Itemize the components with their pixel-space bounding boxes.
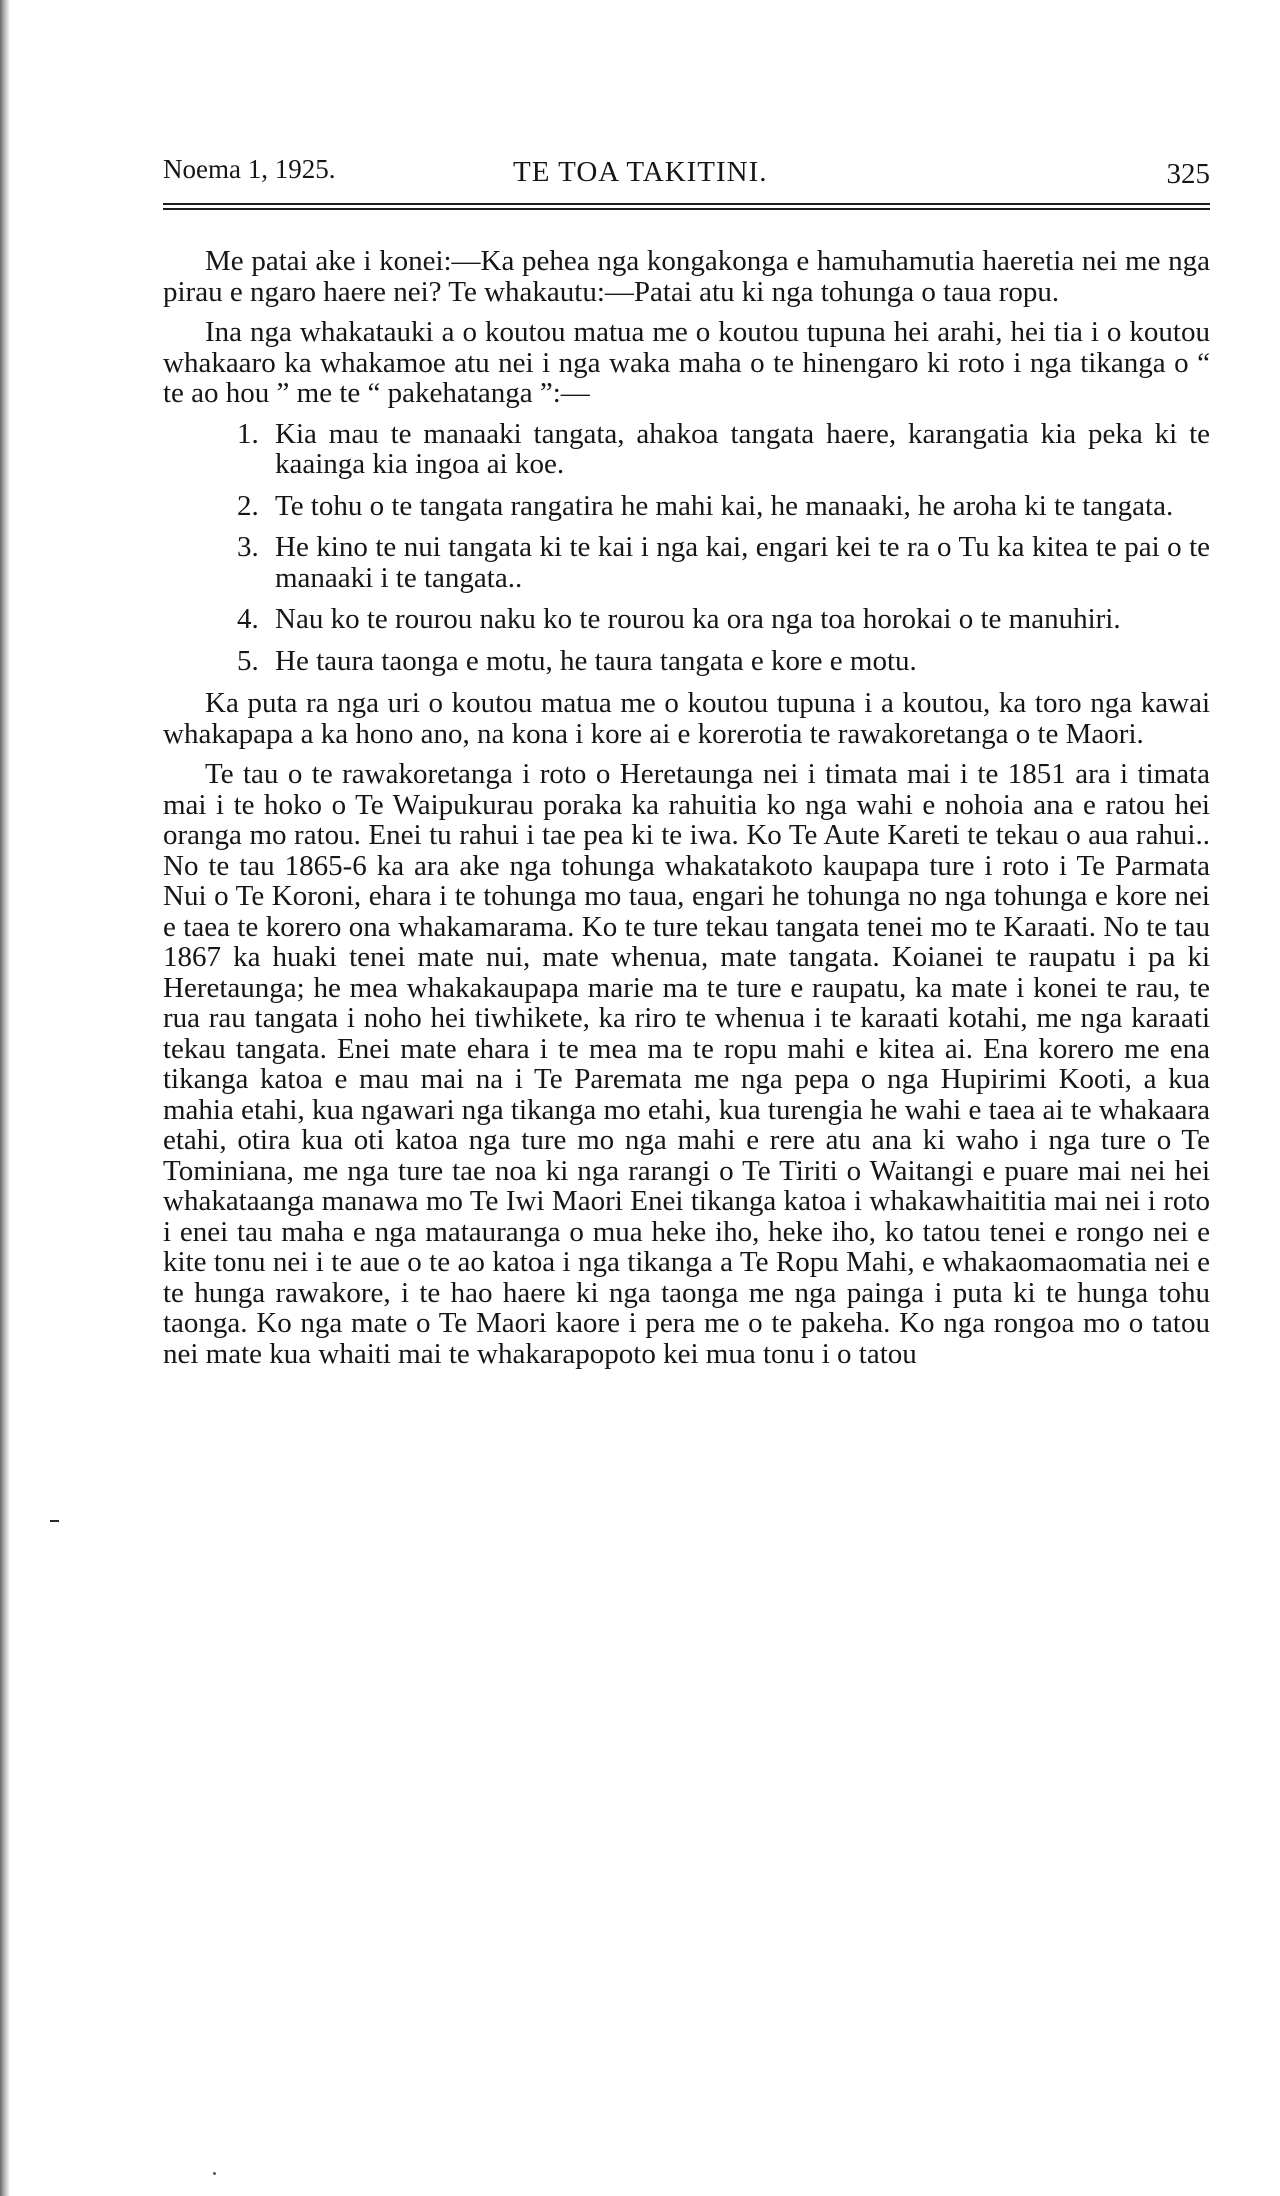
running-head <box>163 148 1210 188</box>
scan-speck <box>213 2172 216 2175</box>
margin-mark <box>50 1520 59 1522</box>
list-item-text: He taura taonga e motu, he taura tangata e kore e motu. <box>275 644 917 677</box>
issue-date: Noema 1, 1925. <box>163 154 336 184</box>
header-rule-upper <box>163 203 1210 205</box>
header-rule-lower <box>163 208 1210 210</box>
list-item-number: 3. <box>237 531 259 563</box>
list-item-number: 2. <box>237 489 259 522</box>
list-item <box>163 646 1210 677</box>
paragraph-proverbs-intro: Ina nga whakatauki a o koutou matua me o koutou tupuna hei arahi, hei tia i o koutou whakaaro ka whakamoe atu nei i nga waka maha o te hinengaro ki roto i nga tikanga o “ te ao hou ” me te “ pakehatanga ”:— <box>163 316 1210 409</box>
list-item-text: He kino te nui tangata ki te kai i nga kai, engari kei te ra o Tu ka kitea te pai o te manaaki i te tangata.. <box>275 531 1210 594</box>
paragraph-poverty-history: Te tau o te rawakoretanga i roto o Heretaunga nei i timata mai i te 1851 ara i timata mai i te hoko o Te Waipukurau poraka ka rahuitia ko nga wahi e nohoia ana e ratou hei oranga mo ratou. Enei tu rahui i tae pea ki te iwa. Ko Te Aute Kareti te tekau o aua rahui.. No te tau 1865-6 ka ara ake nga tohunga whakatakoto kaupapa ture i roto i Te Parmata Nui o Te Koroni, ehara i te tohunga mo taua, engari he tohunga no nga tohunga e kore nei e taea te korero ona whakamarama. Ko te ture tekau tangata tenei mo te Karaati. No te tau 1867 ka huaki tenei mate nui, mate whenua, mate tangata. Koianei te raupatu i pa ki Heretaunga; he mea whakakaupapa marie ma te ture e raupatu, ka mate i konei te rau, te rua rau tangata i noho hei tiwhikete, ka riro te whenua i te karaati kotahi, me nga karaati tekau tangata. Enei mate ehara i te mea ma te ropu mahi e kitea ai. Ena korero me ena tikanga katoa e mau mai na i Te Paremata me nga pepa o nga Hupirimi Kooti, a kua mahia etahi, kua ngawari nga tikanga mo etahi, kua turengia he wahi e taea ai te whakaara etahi, otira kua oti katoa nga ture mo nga mahi e rere atu ana ki waho i nga ture o Te Tominiana, me nga ture tae noa ki nga rarangi o Te Tiriti o Waitangi e puare mai nei hei whakataanga manawa mo Te Iwi Maori Enei tikanga katoa i whakawhaititia mai nei i roto i enei tau maha e nga matauranga o mua heke iho, heke iho, ko tatou tenei e rongo nei e kite tonu nei i te aue o te ao katoa i nga tikanga a Te Ropu Mahi, e whakaomaomatia nei e te hunga rawakore, i te hao haere ki nga taonga me nga painga i puta ki te hunga tohu taonga. Ko nga mate o Te Maori kaore i pera me o te pakeha. Ko nga rongoa mo o tatou nei mate kua whaiti mai te whakarapopoto kei mua tonu i o tatou <box>163 758 1210 1370</box>
proverb-list <box>163 419 1210 677</box>
paragraph-question: Me patai ake i konei:—Ka pehea nga kongakonga e hamuhamutia haeretia nei me nga pirau e ngaro haere nei? Te whakautu:—Patai atu ki nga tohunga o taua ropu. <box>163 245 1210 308</box>
list-item-text: Te tohu o te tangata rangatira he mahi kai, he manaaki, he aroha ki te tangata. <box>275 489 1174 522</box>
list-item <box>163 491 1210 522</box>
publication-title: TE TOA TAKITINI. <box>513 156 768 188</box>
page-number: 325 <box>1166 158 1210 190</box>
list-item <box>163 532 1210 593</box>
list-item <box>163 604 1210 635</box>
list-item-text: Nau ko te rourou naku ko te rourou ka ora nga toa horokai o te manuhiri. <box>275 603 1121 635</box>
paragraph-descendants: Ka puta ra nga uri o koutou matua me o koutou tupuna i a koutou, ka toro nga kawai whakapapa a ka hono ano, na kona i kore ai e korerotia te rawakoretanga o te Maori. <box>163 687 1210 750</box>
binding-shadow <box>0 0 10 2196</box>
list-item <box>163 419 1210 480</box>
article-body <box>163 246 1210 1379</box>
list-item-number: 5. <box>237 644 259 677</box>
list-item-number: 1. <box>237 417 259 450</box>
list-item-number: 4. <box>237 603 259 635</box>
list-item-text: Kia mau te manaaki tangata, ahakoa tangata haere, karangatia kia peka ki te kaainga kia ingoa ai koe. <box>275 417 1210 480</box>
